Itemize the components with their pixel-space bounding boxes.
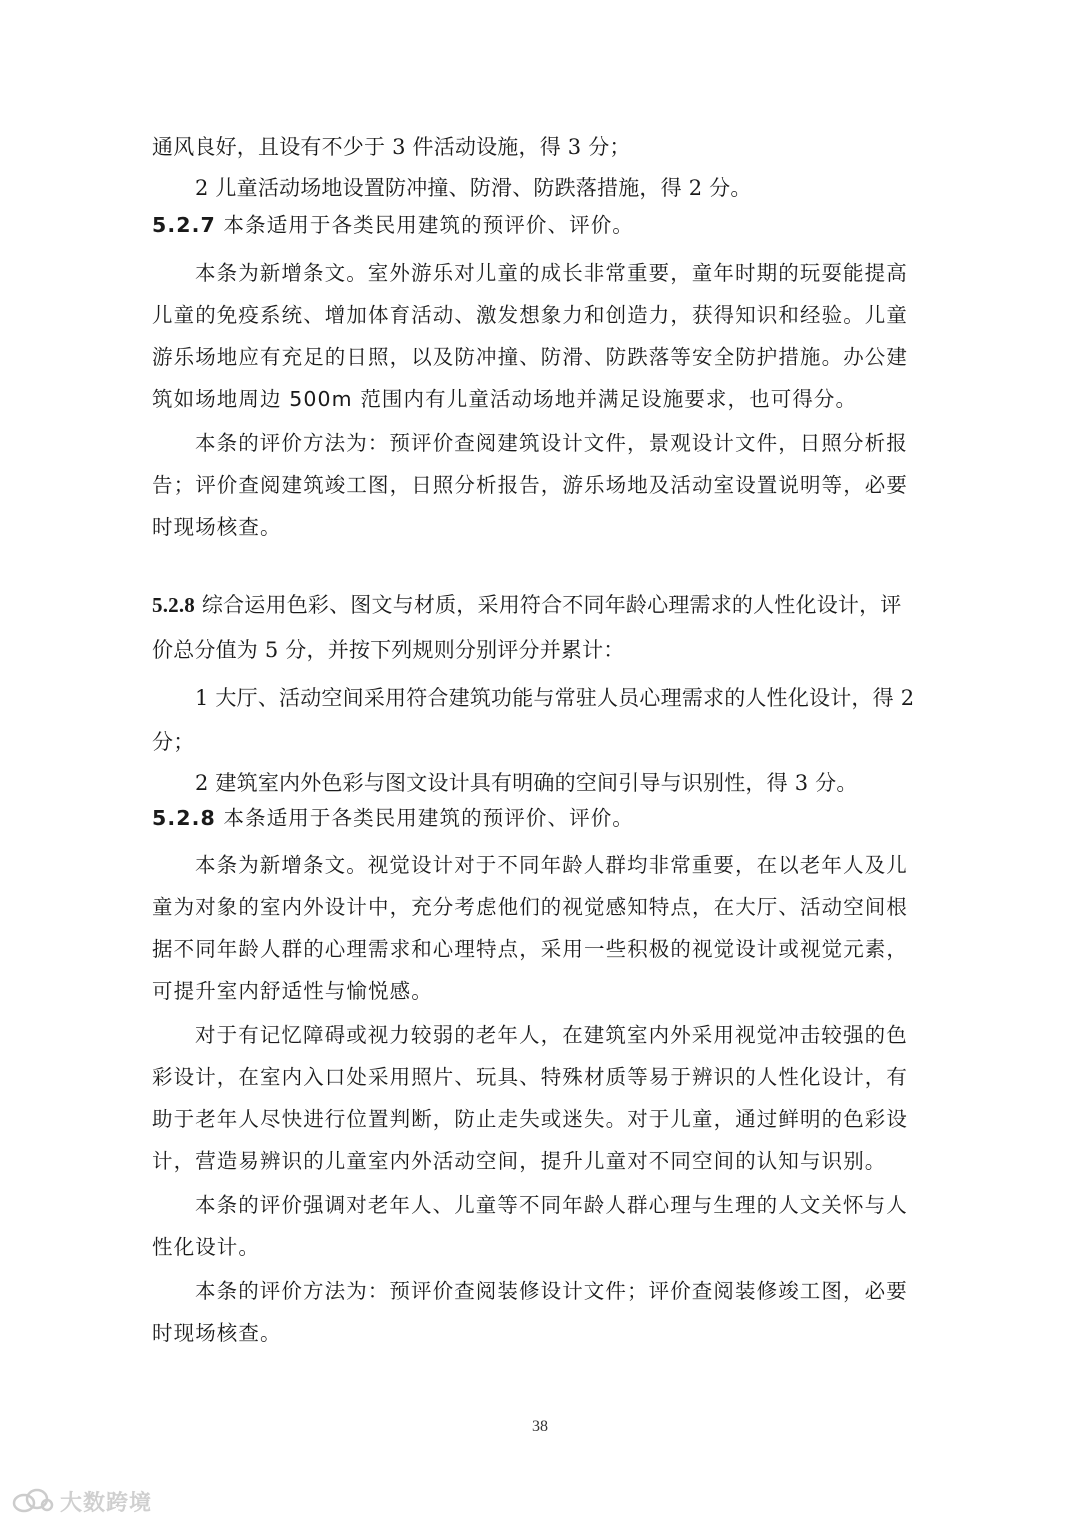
clause-5-2-8-comment-heading: 5.2.8 本条适用于各类民用建筑的预评价、评价。 [152, 806, 634, 830]
text-line: 本条的评价方法为：预评价查阅建筑设计文件，景观设计文件，日照分析报 [195, 431, 908, 455]
text-line: 本条为新增条文。室外游乐对儿童的成长非常重要，童年时期的玩耍能提高 [195, 261, 908, 285]
text-line: 通风良好，且设有不少于 3 件活动设施，得 3 分； [152, 135, 631, 159]
text-line: 2 建筑室内外色彩与图文设计具有明确的空间引导与识别性，得 3 分。 [195, 771, 858, 795]
clause-5-2-7-comment-heading: 5.2.7 本条适用于各类民用建筑的预评价、评价。 [152, 213, 634, 237]
text-line: 1 大厅、活动空间采用符合建筑功能与常驻人员心理需求的人性化设计，得 2 [195, 686, 915, 710]
text-line: 告；评价查阅建筑竣工图，日照分析报告，游乐场地及活动室设置说明等，必要 [152, 473, 908, 497]
text-line: 分； [152, 730, 195, 754]
watermark [10, 1486, 152, 1516]
text-line: 本条的评价方法为：预评价查阅装修设计文件；评价查阅装修竣工图，必要 [195, 1279, 908, 1303]
text-line: 童为对象的室内外设计中，充分考虑他们的视觉感知特点，在大厅、活动空间根 [152, 895, 908, 919]
text-line: 本条的评价强调对老年人、儿童等不同年龄人群心理与生理的人文关怀与人 [195, 1193, 908, 1217]
text-line: 游乐场地应有充足的日照，以及防冲撞、防滑、防跌落等安全防护措施。办公建 [152, 345, 908, 369]
clause-number: 5.2.8 [152, 806, 216, 830]
text-line: 时现场核查。 [152, 1321, 282, 1345]
text-line: 时现场核查。 [152, 515, 282, 539]
text-line: 2 儿童活动场地设置防冲撞、防滑、防跌落措施，得 2 分。 [195, 176, 752, 200]
cloud-logo-icon [10, 1487, 54, 1515]
text-line: 助于老年人尽快进行位置判断，防止走失或迷失。对于儿童，通过鲜明的色彩设 [152, 1107, 908, 1131]
text-line: 价总分值为 5 分，并按下列规则分别评分并累计： [152, 638, 625, 662]
text-line: 性化设计。 [152, 1235, 260, 1259]
clause-number: 5.2.8 [152, 593, 195, 617]
text-line: 计，营造易辨识的儿童室内外活动空间，提升儿童对不同空间的认知与识别。 [152, 1149, 887, 1173]
text-line: 儿童的免疫系统、增加体育活动、激发想象力和创造力，获得知识和经验。儿童 [152, 303, 908, 327]
page-number: 38 [532, 1418, 548, 1435]
text-line: 本条为新增条文。视觉设计对于不同年龄人群均非常重要，在以老年人及儿 [195, 853, 908, 877]
text-line: 彩设计，在室内入口处采用照片、玩具、特殊材质等易于辨识的人性化设计，有 [152, 1065, 908, 1089]
text-line: 对于有记忆障碍或视力较弱的老年人，在建筑室内外采用视觉冲击较强的色 [195, 1023, 908, 1047]
clause-number: 5.2.7 [152, 213, 216, 237]
text-line: 筑如场地周边 500m 范围内有儿童活动场地并满足设施要求，也可得分。 [152, 387, 858, 411]
clause-5-2-8-heading: 5.2.8 综合运用色彩、图文与材质，采用符合不同年龄心理需求的人性化设计，评 [152, 593, 902, 617]
text-line: 可提升室内舒适性与愉悦感。 [152, 979, 433, 1003]
watermark-text: 大数跨境 [60, 1490, 153, 1516]
text-line: 据不同年龄人群的心理需求和心理特点，采用一些积极的视觉设计或视觉元素， [152, 937, 908, 961]
